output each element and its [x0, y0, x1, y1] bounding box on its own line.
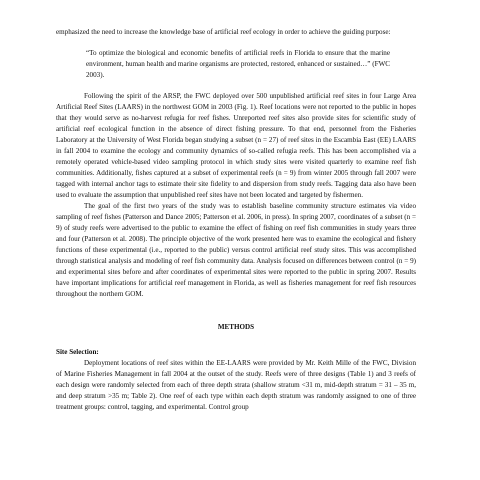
block-quote: “To optimize the biological and economic benefits of artificial reefs in Florida to ensure that the marine environment, human health and marine organisms are protected, restored, enhanced or sustained…” (FWC 2003). — [86, 49, 390, 79]
subsection-heading: Site Selection: — [56, 348, 99, 356]
body-paragraph-1: Following the spirit of the ARSP, the FWC deployed over 500 unpublished artificial reef sites in four Large Area Artificial Reef Sites (LAARS) in the northwest GOM in 2003 (Fig. 1). Reef locations were not reported to the public in hopes that they would serve as no-harvest refugia for reef fishes. Unreported reef sites also provide sites for scientific study of artificial reef ecological function in the absence of direct fishing pressure. To that end, personnel from the Fisheries Laboratory at the University of West Florida began studying a subset (n = 27) of reef sites in the Escambia East (EE) LAARS in fall 2004 to examine the ecology and community dynamics of so-called refugia reefs. This has been accomplished via a remotely operated vehicle-based video sampling protocol in which study sites were visited quarterly to examine reef fish communities. Additionally, fishes captured at a subset of experimental reefs (n = 9) from winter 2005 through fall 2007 were tagged with internal anchor tags to estimate their site fidelity to and dispersion from study reefs. Tagging data also have been used to evaluate the assumption that unpublished reef sites have not been located and targeted by fishermen. — [56, 92, 416, 199]
intro-paragraph: emphasized the need to increase the knowledge base of artificial reef ecology in order to achieve the guiding purpose: — [56, 28, 391, 36]
body-paragraph-3: Deployment locations of reef sites within the EE-LAARS were provided by Mr. Keith Mille of the FWC, Division of Marine Fisheries Management in fall 2004 at the outset of the study. Reefs were of three designs (Table 1) and 3 reefs of each design were randomly selected from each of three depth strata (shallow stratum <31 m, mid-depth stratum = 31 – 35 m, and deep stratum >35 m; Table 2). One reef of each type within each depth stratum was randomly assigned to one of three treatment groups: control, tagging, and experimental. Control group — [56, 359, 416, 411]
body-paragraph-2: The goal of the first two years of the study was to establish baseline community structure estimates via video sampling of reef fishes (Patterson and Dance 2005; Patterson et al. 2006, in press). In spring 2007, coordinates of a subset (n = 9) of study reefs were advertised to the public to examine the effect of fishing on reef fish communities in study years three and four (Patterson et al. 2008). The principle objective of the work presented here was to examine the ecological and fishery functions of these experimental (i.e., reported to the public) versus control artificial reef study sites. This was accomplished through statistical analysis and modeling of reef fish community data. Analysis focused on differences between control (n = 9) and experimental sites before and after coordinates of experimental sites were reported to the public in spring 2007. Results have important implications for artificial reef management in Florida, as well as fisheries management for reef fish resources throughout the northern GOM. — [56, 202, 416, 298]
section-heading: METHODS — [217, 323, 255, 331]
